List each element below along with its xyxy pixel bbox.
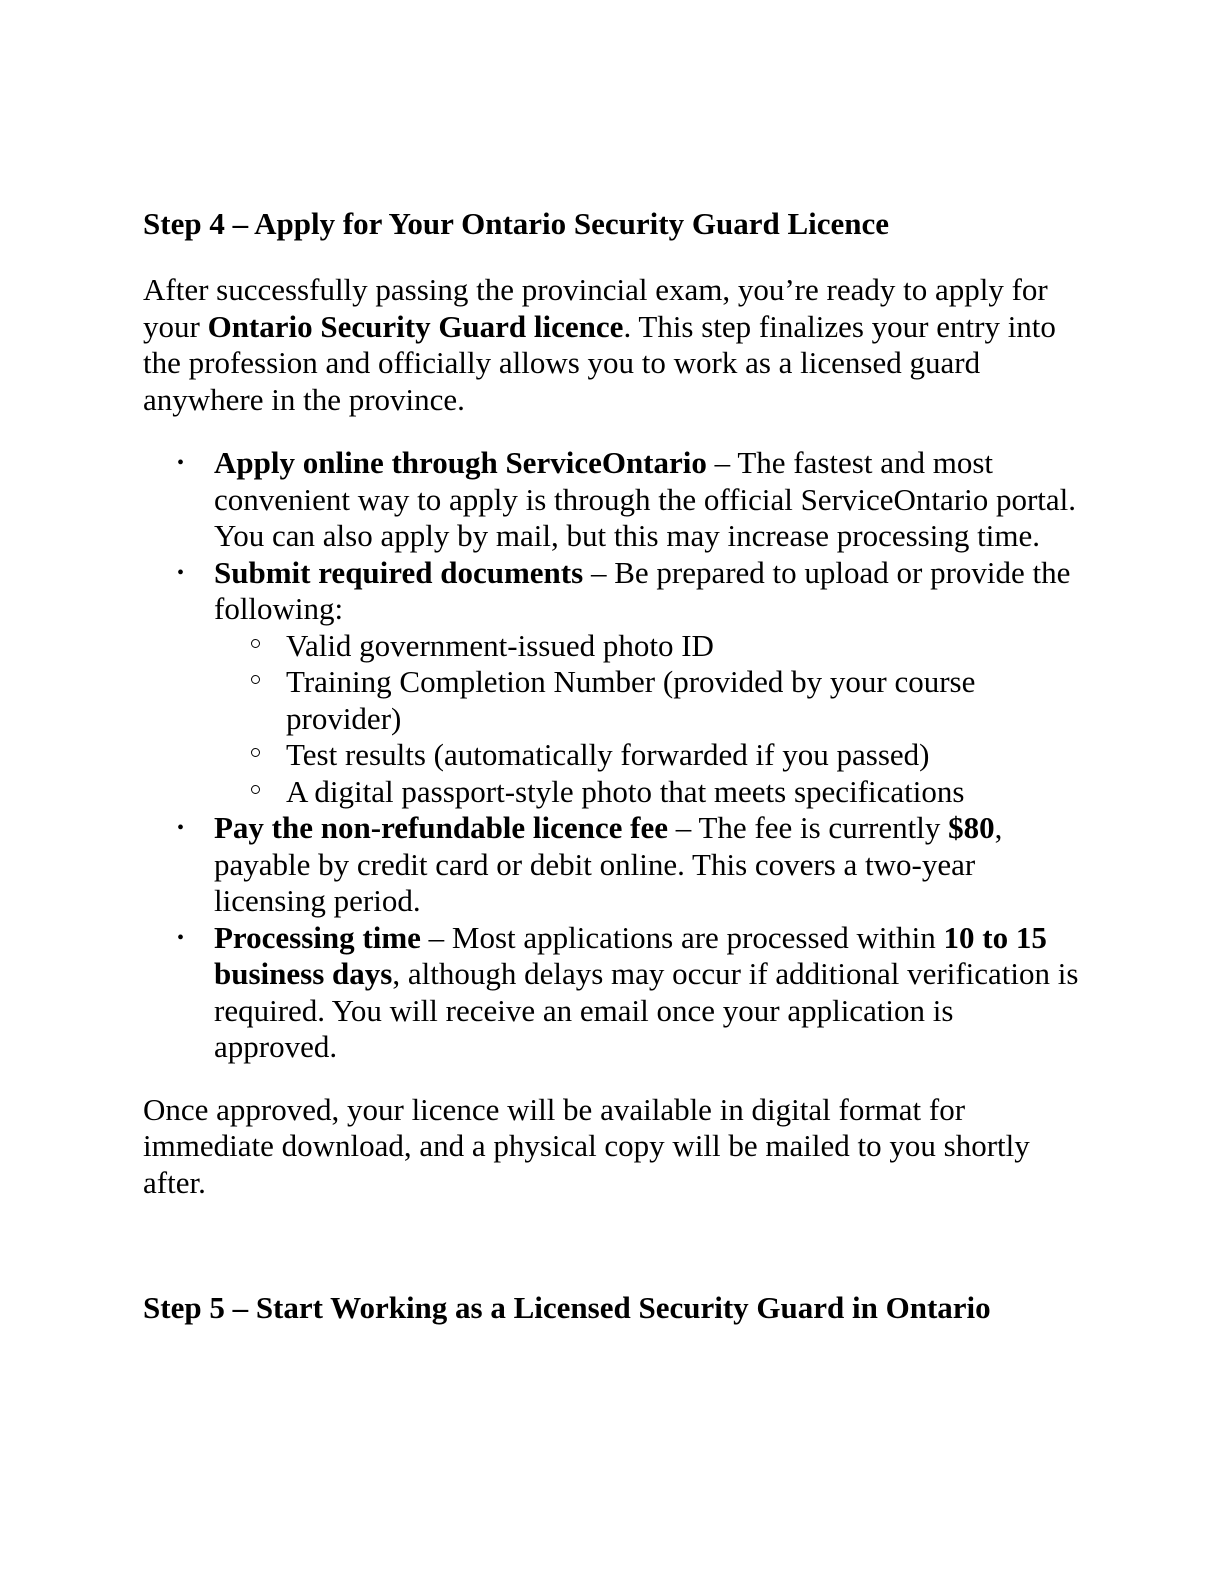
bullet-text: – The fastest and most convenient way to apply is through the official ServiceOntario portal. You can also apply by mail, but this may increase processing time. xyxy=(214,445,1077,553)
bullet-icon: • xyxy=(177,561,185,584)
bullet-icon: • xyxy=(177,452,185,474)
sub-item-text: Test results (automatically forwarded if you passed) xyxy=(286,737,930,772)
step5-heading: Step 5 – Start Working as a Licensed Security Guard in Ontario xyxy=(143,1290,991,1325)
bullet-title: Pay the non-refundable licence fee xyxy=(214,810,669,845)
bullet-text: – Most applications are processed within xyxy=(420,919,944,955)
step4-heading: Step 4 – Apply for Your Ontario Security Guard Licence xyxy=(143,206,890,241)
bullet-item-pay-fee xyxy=(177,810,1083,920)
circle-bullet-icon xyxy=(251,639,260,648)
sub-item-text: Valid government-issued photo ID xyxy=(286,627,714,663)
bullet-text: , although delays may occur if additional verification is required. You will receive an email once your application is approved. xyxy=(214,956,1079,1064)
circle-bullet-icon xyxy=(251,748,260,757)
processing-duration: 10 to 15 business days xyxy=(214,919,1047,991)
sub-item-text: A digital passport-style photo that meets specifications xyxy=(286,773,965,809)
intro-text-bold: Ontario Security Guard licence xyxy=(207,308,624,344)
bullet-text: – Be prepared to upload or provide the following: xyxy=(214,554,1071,626)
bullet-title: Apply online through ServiceOntario xyxy=(214,445,707,480)
documents-sub-list xyxy=(214,628,1083,811)
bullet-item-processing-time xyxy=(177,919,1083,1066)
bullet-icon: • xyxy=(177,817,185,839)
sub-list-item xyxy=(286,737,1083,774)
step4-intro-paragraph xyxy=(143,272,1083,418)
circle-bullet-icon xyxy=(251,785,260,794)
sub-item-text: Training Completion Number (provided by your course provider) xyxy=(286,664,976,736)
sub-list-item xyxy=(286,774,1083,811)
bullet-title: Processing time xyxy=(214,919,421,955)
fee-amount: $80 xyxy=(948,810,995,845)
bullet-item-submit-documents xyxy=(177,554,1083,811)
bullet-item-apply-online xyxy=(177,445,1083,555)
step4-bullet-list xyxy=(143,445,1083,1066)
intro-text-pre: After successfully passing the provincial exam, you’re ready to apply for your xyxy=(143,272,1048,344)
bullet-title: Submit required documents xyxy=(214,554,584,590)
bullet-icon: • xyxy=(177,926,185,949)
bullet-text: , payable by credit card or debit online. This covers a two-year licensing period. xyxy=(214,810,1003,918)
sub-list-item xyxy=(286,628,1083,665)
sub-list-item xyxy=(286,664,1083,737)
document-content xyxy=(143,204,1083,1328)
step4-outro-paragraph: Once approved, your licence will be available in digital format for immediate download, and a physical copy will be mailed to you shortly after. xyxy=(143,1091,1030,1200)
bullet-text: – The fee is currently xyxy=(668,810,949,845)
circle-bullet-icon xyxy=(251,675,260,684)
intro-text-post: . This step finalizes your entry into the profession and officially allows you to work as a licensed guard anywhere in the province. xyxy=(143,308,1056,417)
